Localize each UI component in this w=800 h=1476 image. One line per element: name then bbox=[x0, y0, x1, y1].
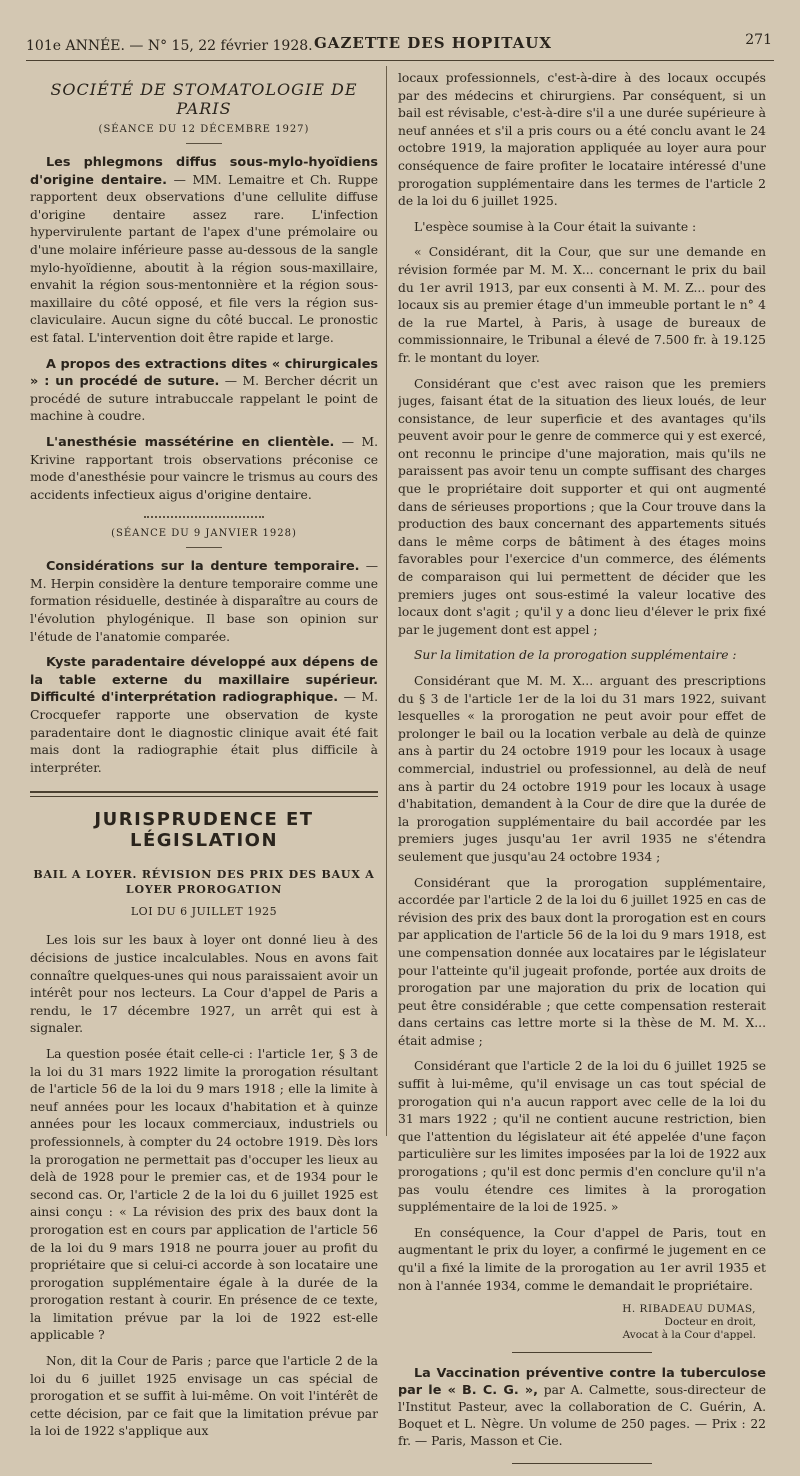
running-header bbox=[26, 32, 774, 58]
issue-info: 101e ANNÉE. — N° 15, 22 février 1928. bbox=[26, 38, 313, 54]
section-title: JURISPRUDENCE ET LÉGISLATION bbox=[94, 809, 314, 852]
item-text: — M. Crocquefer rapporte une observation de kyste paradentaire dont le diagnostic clinique avait été fait mais dont la radiographie était plus difficile à interpréter. bbox=[30, 690, 378, 775]
law-reference: LOI DU 6 JUILLET 1925 bbox=[130, 905, 278, 919]
article-paragraph: Considérant que M. M. X... arguant des prescriptions du § 3 de l'article 1er de la loi du 31 mars 1922, suivant lesquelles « la prorogation ne peut avoir pour effet de prolonger le bail ou la location verbale au delà de quinze ans à partir du 24 octobre 1919 pour les locaux à usage commercial, industriel ou professionnel, au delà de neuf ans à partir du 24 octobre 1919 pour les locaux à usage d'habitation, demandent à la Cour de dire que la durée de la prorogation supplémentaire du bail accordée par les premiers juges jusqu'au 1er avril 1935 ne s'étendra seulement que jusqu'au 24 octobre 1934 ; bbox=[398, 674, 766, 864]
author-role: Avocat à la Cour d'appel. bbox=[622, 1329, 756, 1342]
column-divider bbox=[386, 66, 387, 1136]
item-heading: Kyste paradentaire développé aux dépens de la table externe du maxillaire supérieur. Difficulté d'interprétation radiographique. bbox=[30, 655, 378, 706]
divider bbox=[144, 516, 264, 518]
divider bbox=[186, 547, 222, 548]
article-paragraph: Considérant que c'est avec raison que les premiers juges, faisant état de la situation des lieux loués, de leur consistance, de leur superficie et des avantages qu'ils peuvent avoir pour le genre de commerce qui y est exercé, ont reconnu le principe d'une majoration, mais qu'ils ne paraissent pas avoir tenu un compte suffisant des charges que le propriétaire doit supporter et qui ont augmenté dans de sérieuses proportions ; que la Cour trouve dans la production des baux concernant des appartements situés dans le même corps de bâtiment à des étages moins favorables pour l'exercice d'un commerce, des éléments de comparaison qui lui permettent de décider que les premiers juges ont sous-estimé la valeur locative des locaux dont s'agit ; qu'il y a donc lieu d'élever le prix fixé par le jugement dont est appel ; bbox=[398, 376, 766, 637]
item-heading: Les phlegmons diffus sous-mylo-hyoïdiens d'origine dentaire. bbox=[30, 155, 378, 188]
article-paragraph: Non, dit la Cour de Paris ; parce que l'article 2 de la loi du 6 juillet 1925 envisage un cas spécial de prorogation et se suffit à lui-même. On voit l'intérêt de cette décision, par ce fait que la limitation prévue par la loi de 1922 s'applique aux bbox=[30, 1354, 378, 1439]
item-heading: L'anesthésie massétérine en clientèle. bbox=[46, 434, 335, 450]
item-text: — MM. Lemaitre et Ch. Ruppe rapportent deux observations d'une cellulite diffuse d'origine dentaire assez rare. L'infection hypervirulente partant de l'apex d'une prémolaire ou d'une molaire inférieure passe au-dessous de la sangle mylo-hyoïdienne, aboutit à la région sous-maxillaire, envahit la région sous-mentonnière et la région sous-maxillaire du côté opposé, et file vers la région sus-claviculaire. Aucun signe du côté buccal. Le pronostic est fatal. L'intervention doit être rapide et large. bbox=[30, 172, 378, 345]
item-heading: A propos des extractions dites « chirurgicales » : un procédé de suture. bbox=[30, 356, 378, 390]
right-column bbox=[398, 70, 766, 1476]
society-item bbox=[30, 154, 378, 348]
journal-title: GAZETTE DES HOPITAUX bbox=[314, 34, 553, 52]
signature-block bbox=[398, 1303, 756, 1342]
article-subtitle: BAIL A LOYER. RÉVISION DES PRIX DES BAUX A LOYER PROROGATION bbox=[33, 868, 375, 897]
session-date-1: (SÉANCE DU 12 DÉCEMBRE 1927) bbox=[98, 124, 310, 135]
book-title: La Vaccination préventive contre la tuberculose par le « B. C. G. », bbox=[398, 1366, 766, 1399]
article-paragraph: La question posée était celle-ci : l'article 1er, § 3 de la loi du 31 mars 1922 limite la prorogation résultant de l'article 56 de la loi du 9 mars 1918 ; elle la limite à neuf années pour les locaux d'habitation et à quinze années pour les locaux commerciaux, industriels ou professionnels, à compter du 24 octobre 1919. Dès lors la prorogation ne permettait pas d'occuper les lieux au delà de 1928 pour le premier cas, et de 1934 pour le second cas. Or, l'article 2 de la loi du 6 juillet 1925 est ainsi conçu : « La révision des prix des baux dont la prorogation est en cours par application de l'article 56 de la loi du 9 mars 1918 ne pourra jouer au profit du propriétaire que si celui-ci accorde à son locataire une prorogation supplémentaire égale à la durée de la prorogation restant à courir. En présence de ce texte, la limitation prévue par la loi de 1922 est-elle applicable ? bbox=[30, 1046, 378, 1343]
author-title: Docteur en droit, bbox=[664, 1316, 756, 1329]
header-rule bbox=[26, 60, 774, 61]
page-number: 271 bbox=[745, 32, 772, 48]
divider bbox=[512, 1352, 652, 1353]
society-item bbox=[30, 356, 378, 426]
article-subheading: Sur la limitation de la prorogation supplémentaire : bbox=[414, 648, 737, 663]
item-text: — M. Krivine rapportant trois observations préconise ce mode d'anesthésie pour vaincre le trismus au cours des accidents infectieux aigus d'origine dentaire. bbox=[30, 434, 378, 502]
article-paragraph: L'espèce soumise à la Cour était la suivante : bbox=[414, 219, 697, 234]
book-notice bbox=[398, 1365, 766, 1450]
left-column bbox=[30, 70, 378, 1449]
session-date-2: (SÉANCE DU 9 JANVIER 1928) bbox=[111, 528, 297, 540]
article-paragraph: Les lois sur les baux à loyer ont donné lieu à des décisions de justice incalculables. Nous en avons fait connaître quelques-unes qui nous paraissaient avoir un intérêt pour nos lecteurs. La Cour d'appel de Paris a rendu, le 17 décembre 1927, un arrêt qui est à signaler. bbox=[30, 933, 378, 1036]
author-name: H. RIBADEAU DUMAS, bbox=[622, 1303, 756, 1316]
item-heading: Considérations sur la denture temporaire. bbox=[46, 559, 360, 575]
item-text: — M. Herpin considère la denture temporaire comme une formation résiduelle, destinée à disparaître au cours de l'évolution phylogénique. Il base son opinion sur l'étude de l'anatomie comparée. bbox=[30, 559, 378, 644]
article-paragraph: Considérant que l'article 2 de la loi du 6 juillet 1925 se suffit à lui-même, qu'il envisage un cas tout spécial de prorogation qui n'a aucun rapport avec celle de la loi du 31 mars 1922 ; qu'il ne contient aucune restriction, bien que l'attention du législateur ait été appelée d'une façon particulière sur les limites imposées par la loi de 1922 aux prorogations ; qu'il est donc permis d'en conclure qu'il n'a pas voulu étendre ces limites à la prorogation supplémentaire de la loi de 1925. » bbox=[398, 1059, 766, 1215]
divider bbox=[186, 143, 222, 144]
article-paragraph: Considérant que la prorogation supplémentaire, accordée par l'article 2 de la loi du 6 juillet 1925 en cas de révision des prix des baux dont la prorogation est en cours par application de l'article 56 de la loi du 9 mars 1918, est une compensation donnée aux locataires par le législateur pour l'atteinte qu'il jugeait profonde, portée aux droits de prorogation par une majoration du prix de location qui peut être considérable ; que cette compensation resterait dans certains cas lettre morte si la thèse de M. M. X... était admise ; bbox=[398, 875, 766, 1048]
society-title: SOCIÉTÉ DE STOMATOLOGIE DE PARIS bbox=[50, 80, 358, 118]
society-item bbox=[30, 558, 378, 646]
article-paragraph: locaux professionnels, c'est-à-dire à des locaux occupés par des médecins et chirurgiens. Par conséquent, si un bail est révisable, c'est-à-dire s'il a une durée supérieure à neuf années et s'il a pris cours ou a été conclu avant le 24 octobre 1919, la majoration appliquée au loyer aura pour conséquence de faire profiter le locataire intéressé d'une prorogation supplémentaire dans les termes de l'article 2 de la loi du 6 juillet 1925. bbox=[398, 71, 766, 209]
item-text: — M. Bercher décrit un procédé de suture intrabuccale rappelant le point de machine à coudre. bbox=[30, 374, 378, 424]
book-details: par A. Calmette, sous-directeur de l'Institut Pasteur, avec la collaboration de C. Guérin, A. Boquet et L. Nègre. Un volume de 250 pages. — Prix : 22 fr. — Paris, Masson et Cie. bbox=[398, 1383, 766, 1449]
article-paragraph: « Considérant, dit la Cour, que sur une demande en révision formée par M. M. X... concernant le prix du bail du 1er avril 1913, par eux consenti à M. M. Z... pour des locaux sis au premier étage d'un immeuble portant le n° 4 de la rue Martel, à Paris, à usage de bureaux de commissionnaire, le Tribunal a élevé de 7.500 fr. à 19.125 fr. le montant du loyer. bbox=[398, 245, 766, 365]
society-item bbox=[30, 654, 378, 777]
divider bbox=[512, 1463, 652, 1464]
society-item bbox=[30, 434, 378, 504]
section-rule bbox=[30, 791, 378, 797]
article-paragraph: En conséquence, la Cour d'appel de Paris, tout en augmentant le prix du loyer, a confirmé le jugement en ce qu'il a fixé la limite de la prorogation au 1er avril 1935 et non à l'année 1934, comme le demandait le propriétaire. bbox=[398, 1225, 766, 1293]
